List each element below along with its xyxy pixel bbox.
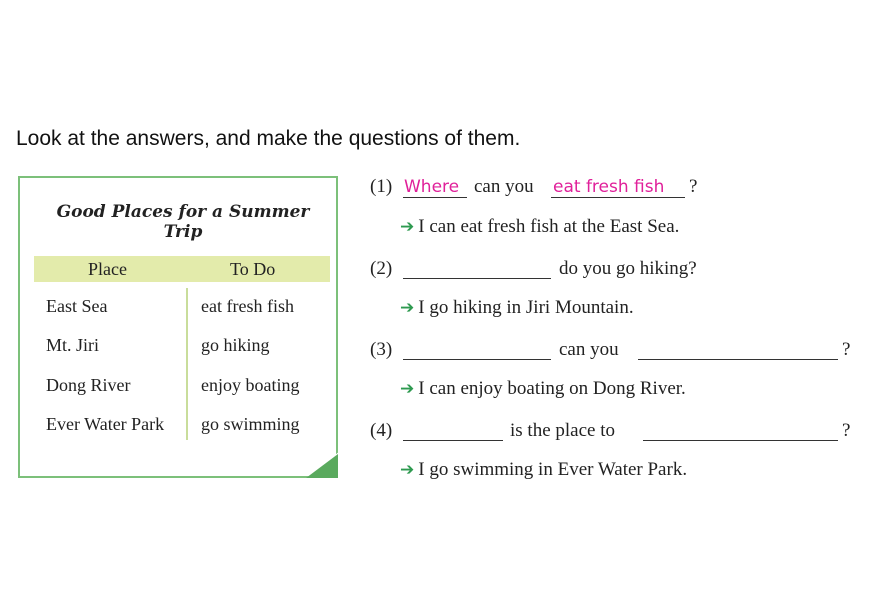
answer-blank[interactable] <box>638 359 838 360</box>
answer-text: I can eat fresh fish at the East Sea. <box>418 216 680 237</box>
answer-blank[interactable] <box>551 197 685 198</box>
filled-answer: Where <box>404 177 460 197</box>
answer-line <box>400 297 634 319</box>
answer-line <box>400 459 687 481</box>
table-cell-todo: go swimming <box>201 414 300 434</box>
trip-card <box>18 176 338 478</box>
answer-text: I go swimming in Ever Water Park. <box>418 459 688 480</box>
question-text: can you <box>559 339 619 360</box>
answer-blank[interactable] <box>403 278 551 279</box>
table-cell-todo: go hiking <box>201 335 270 355</box>
filled-answer: eat fresh fish <box>553 177 665 197</box>
arrow-icon: ➔ <box>400 379 415 399</box>
answer-blank[interactable] <box>403 440 503 441</box>
question-text: can you <box>474 176 534 197</box>
column-divider <box>186 288 188 440</box>
table-cell-place: Mt. Jiri <box>46 335 100 355</box>
arrow-icon: ➔ <box>400 460 415 480</box>
question-text: do you go hiking? <box>559 258 697 279</box>
table-cell-place: Ever Water Park <box>46 414 165 434</box>
arrow-icon: ➔ <box>400 298 415 318</box>
table-cell-place: Dong River <box>46 375 131 395</box>
answer-text: I go hiking in Jiri Mountain. <box>418 297 634 318</box>
answer-blank[interactable] <box>403 197 467 198</box>
question-number: (2) <box>370 258 393 279</box>
answer-line <box>400 216 679 238</box>
answer-blank[interactable] <box>403 359 551 360</box>
arrow-icon: ➔ <box>400 217 415 237</box>
header-place: Place <box>88 259 127 279</box>
answer-blank[interactable] <box>643 440 838 441</box>
question-number: (3) <box>370 339 393 360</box>
question-number: (4) <box>370 420 393 441</box>
instruction-text: Look at the answers, and make the questions of them. <box>16 127 521 150</box>
page-fold-corner <box>304 451 340 480</box>
table-header <box>34 256 330 282</box>
question-mark: ? <box>689 176 698 197</box>
question-text: is the place to <box>510 420 615 441</box>
table-cell-place: East Sea <box>46 296 108 316</box>
answer-text: I can enjoy boating on Dong River. <box>418 378 686 399</box>
table-cell-todo: enjoy boating <box>201 375 300 395</box>
answer-line <box>400 378 686 400</box>
question-mark: ? <box>842 339 851 360</box>
table-cell-todo: eat fresh fish <box>201 296 294 316</box>
header-todo: To Do <box>230 259 276 279</box>
question-number: (1) <box>370 176 393 197</box>
question-mark: ? <box>842 420 851 441</box>
card-title: Good Places for a Summer Trip <box>56 202 310 242</box>
